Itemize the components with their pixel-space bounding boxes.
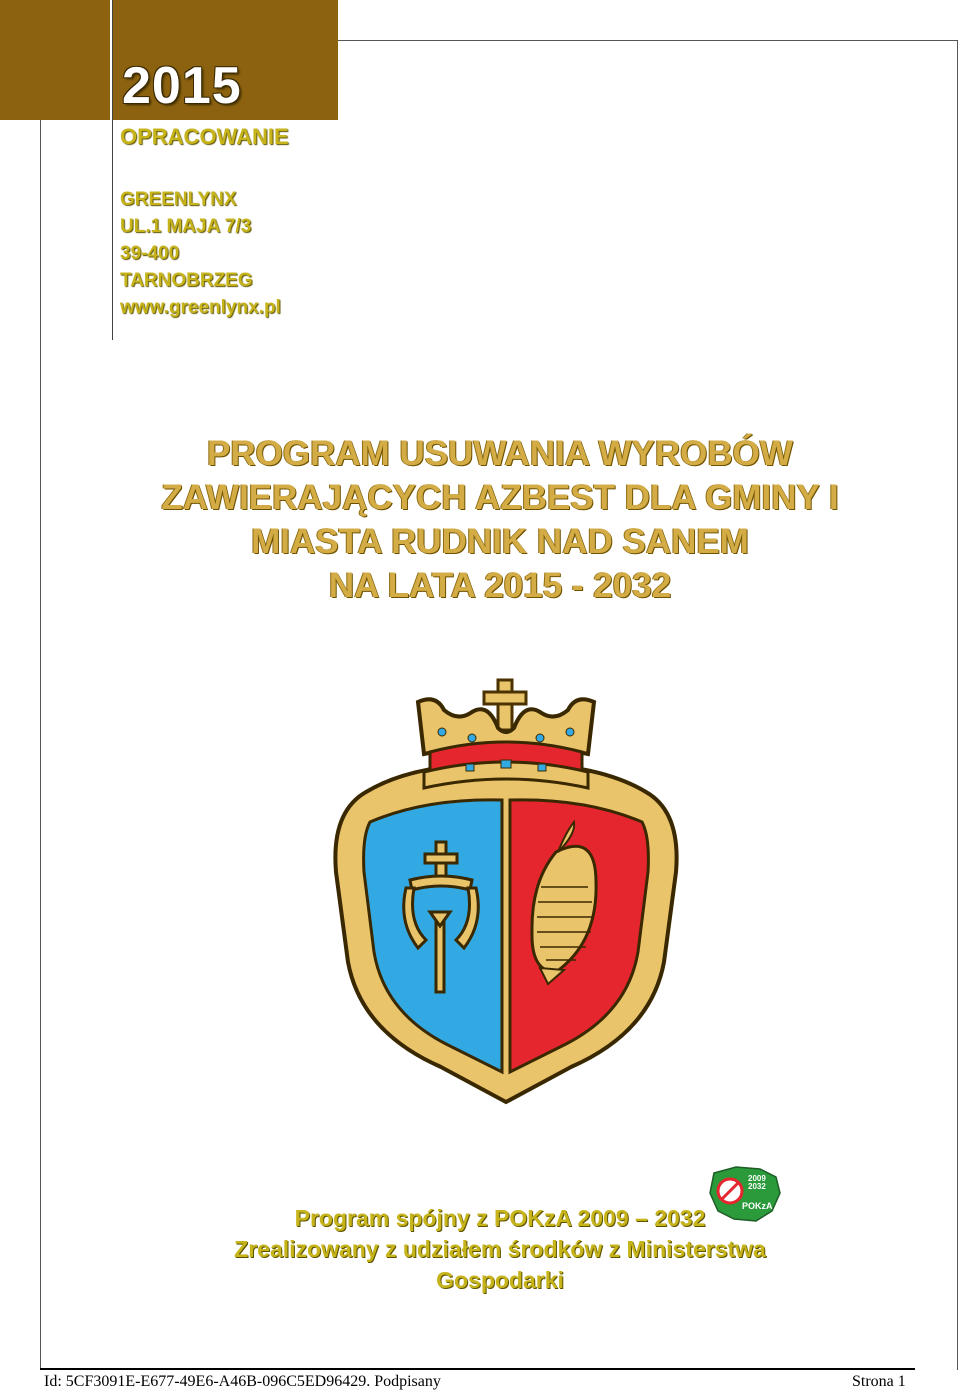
document-id: Id: 5CF3091E-E677-49E6-A46B-096C5ED96429. Podpisany [44, 1373, 441, 1390]
address-line: 39-400 [120, 243, 180, 264]
prepared-by-label: OPRACOWANIE [120, 124, 289, 149]
title-line: MIASTA RUDNIK NAD SANEM [251, 522, 749, 561]
title-line: ZAWIERAJĄCYCH AZBEST DLA GMINY I [161, 478, 839, 517]
website-link[interactable]: www.greenlynx.pl [120, 297, 281, 318]
funding-line: Zrealizowany z udziałem środków z Ministerstwa [234, 1236, 766, 1262]
title-line: PROGRAM USUWANIA WYROBÓW [207, 434, 793, 473]
header-year: 2015 [122, 57, 242, 115]
pokza-name: POKzA [742, 1201, 773, 1211]
address-line: GREENLYNX [120, 189, 237, 210]
coat-of-arms-rudnik-icon [326, 672, 686, 1112]
document-title [60, 432, 940, 608]
page-number: Strona 1 [852, 1373, 906, 1390]
address-line: UL.1 MAJA 7/3 [120, 216, 252, 237]
title-line: NA LATA 2015 - 2032 [328, 566, 672, 605]
program-note: Program spójny z POKzA 2009 – 2032 [294, 1205, 706, 1231]
header-divider [110, 0, 113, 340]
address-block [120, 186, 281, 321]
funding-line: Gospodarki [436, 1267, 564, 1293]
header-band-left [0, 0, 110, 120]
pokza-years-bottom: 2032 [748, 1182, 766, 1191]
address-line: TARNOBRZEG [120, 270, 253, 291]
program-note-block [60, 1203, 940, 1296]
footer-rule [40, 1368, 915, 1370]
pokza-years-top: 2009 [748, 1174, 766, 1183]
